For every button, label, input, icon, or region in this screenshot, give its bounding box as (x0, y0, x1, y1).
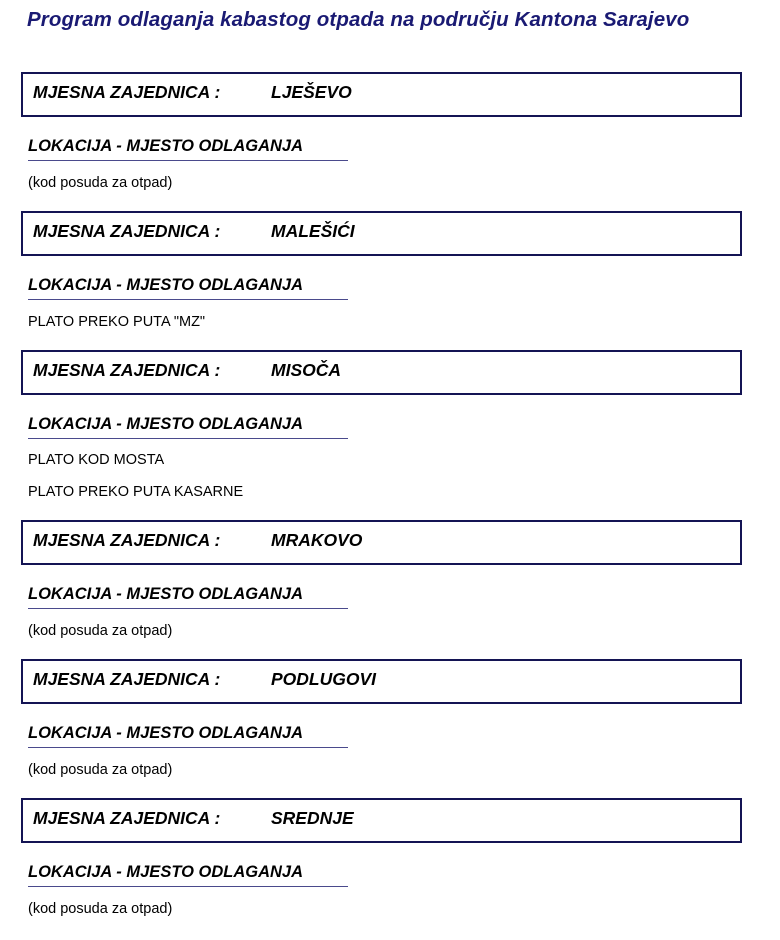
mz-label: MJESNA ZAJEDNICA : (33, 82, 221, 102)
location-heading-text: LOKACIJA - MJESTO ODLAGANJA (28, 863, 304, 881)
location-heading (28, 723, 348, 748)
location-heading-text: LOKACIJA - MJESTO ODLAGANJA (28, 415, 304, 433)
location-item: (kod posuda za otpad) (28, 175, 173, 191)
location-heading-text: LOKACIJA - MJESTO ODLAGANJA (28, 585, 304, 603)
mz-name: SREDNJE (271, 808, 354, 828)
mz-label: MJESNA ZAJEDNICA : (33, 530, 221, 550)
page-title: Program odlaganja kabastog otpada na području Kantona Sarajevo (27, 8, 690, 31)
location-item: (kod posuda za otpad) (28, 901, 173, 917)
mz-name: MRAKOVO (271, 530, 363, 550)
location-item: (kod posuda za otpad) (28, 762, 173, 778)
mz-header-srednje (21, 798, 742, 843)
mz-header-ljesevo (21, 72, 742, 117)
mz-label: MJESNA ZAJEDNICA : (33, 669, 221, 689)
mz-label: MJESNA ZAJEDNICA : (33, 808, 221, 828)
location-item: PLATO PREKO PUTA KASARNE (28, 484, 244, 500)
mz-name: MISOČA (271, 360, 341, 380)
location-heading (28, 414, 348, 439)
location-heading-text: LOKACIJA - MJESTO ODLAGANJA (28, 724, 304, 742)
mz-label: MJESNA ZAJEDNICA : (33, 221, 221, 241)
mz-header-podlugovi (21, 659, 742, 704)
location-heading-text: LOKACIJA - MJESTO ODLAGANJA (28, 137, 304, 155)
mz-name: MALEŠIĆI (271, 221, 355, 241)
location-heading (28, 136, 348, 161)
location-item: (kod posuda za otpad) (28, 623, 173, 639)
location-item: PLATO KOD MOSTA (28, 452, 165, 468)
location-heading-text: LOKACIJA - MJESTO ODLAGANJA (28, 276, 304, 294)
mz-header-malesici (21, 211, 742, 256)
mz-label: MJESNA ZAJEDNICA : (33, 360, 221, 380)
mz-name: PODLUGOVI (271, 669, 377, 689)
mz-name: LJEŠEVO (271, 82, 352, 102)
location-heading (28, 275, 348, 300)
mz-header-mrakovo (21, 520, 742, 565)
mz-header-misoca (21, 350, 742, 395)
location-heading (28, 584, 348, 609)
location-heading (28, 862, 348, 887)
location-item: PLATO PREKO PUTA "MZ" (28, 314, 206, 330)
